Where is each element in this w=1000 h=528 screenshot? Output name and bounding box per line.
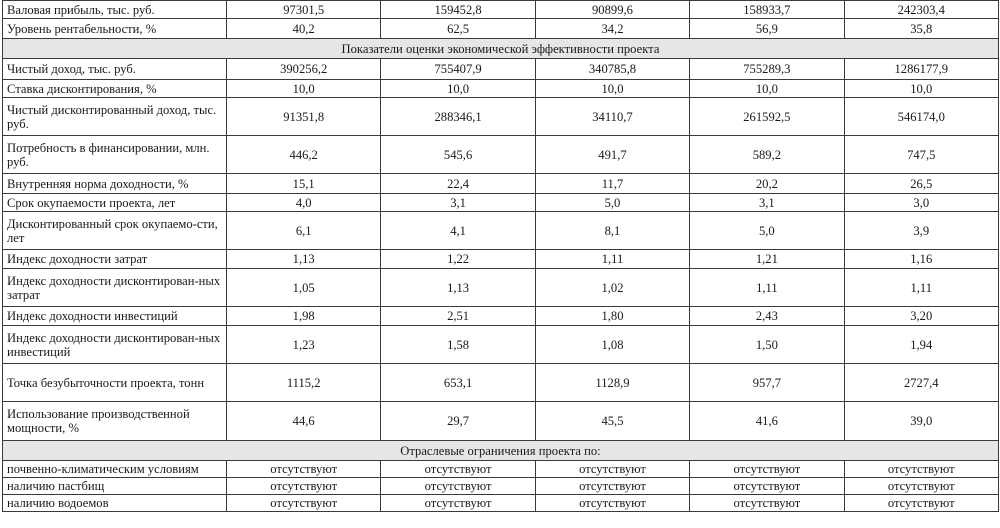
cell-value: отсутствуют bbox=[381, 478, 535, 495]
cell-value: 1,23 bbox=[227, 326, 381, 364]
cell-value: 29,7 bbox=[381, 402, 535, 441]
table-row bbox=[3, 174, 999, 194]
cell-value: 26,5 bbox=[844, 174, 998, 194]
cell-value: 6,1 bbox=[227, 212, 381, 250]
table-row bbox=[3, 136, 999, 174]
cell-value: 41,6 bbox=[690, 402, 844, 441]
table-row bbox=[3, 250, 999, 269]
table-row bbox=[3, 495, 999, 512]
cell-value: 2,51 bbox=[381, 307, 535, 326]
cell-value: 34110,7 bbox=[535, 98, 689, 136]
table-row bbox=[3, 364, 999, 402]
cell-value: 3,1 bbox=[690, 194, 844, 212]
table-row bbox=[3, 80, 999, 98]
cell-value: 40,2 bbox=[227, 19, 381, 39]
row-label: Индекс доходности дисконтирован-ных инвестиций bbox=[3, 326, 227, 364]
table-row bbox=[3, 98, 999, 136]
table-row bbox=[3, 19, 999, 39]
cell-value: 10,0 bbox=[690, 80, 844, 98]
cell-value: 10,0 bbox=[381, 80, 535, 98]
cell-value: 34,2 bbox=[535, 19, 689, 39]
cell-value: 159452,8 bbox=[381, 1, 535, 19]
cell-value: 10,0 bbox=[844, 80, 998, 98]
cell-value: 589,2 bbox=[690, 136, 844, 174]
cell-value: 5,0 bbox=[535, 194, 689, 212]
row-label: Потребность в финансировании, млн. руб. bbox=[3, 136, 227, 174]
cell-value: 11,7 bbox=[535, 174, 689, 194]
cell-value: 1,13 bbox=[227, 250, 381, 269]
cell-value: 35,8 bbox=[844, 19, 998, 39]
cell-value: 1,58 bbox=[381, 326, 535, 364]
cell-value: 1,05 bbox=[227, 269, 381, 307]
row-label: Индекс доходности затрат bbox=[3, 250, 227, 269]
cell-value: 1,02 bbox=[535, 269, 689, 307]
row-label: наличию пастбищ bbox=[3, 478, 227, 495]
table-row bbox=[3, 59, 999, 80]
cell-value: 1,98 bbox=[227, 307, 381, 326]
row-label: Чистый дисконтированный доход, тыс. руб. bbox=[3, 98, 227, 136]
cell-value: 1,11 bbox=[690, 269, 844, 307]
section-row bbox=[3, 39, 999, 59]
cell-value: 1128,9 bbox=[535, 364, 689, 402]
cell-value: 3,20 bbox=[844, 307, 998, 326]
cell-value: 1,50 bbox=[690, 326, 844, 364]
cell-value: 90899,6 bbox=[535, 1, 689, 19]
cell-value: отсутствуют bbox=[844, 461, 998, 478]
cell-value: 1115,2 bbox=[227, 364, 381, 402]
cell-value: отсутствуют bbox=[535, 495, 689, 512]
row-label: наличию водоемов bbox=[3, 495, 227, 512]
cell-value: 20,2 bbox=[690, 174, 844, 194]
cell-value: 242303,4 bbox=[844, 1, 998, 19]
row-label: Использование производственной мощности, % bbox=[3, 402, 227, 441]
cell-value: 45,5 bbox=[535, 402, 689, 441]
cell-value: 1,80 bbox=[535, 307, 689, 326]
cell-value: 4,0 bbox=[227, 194, 381, 212]
cell-value: 390256,2 bbox=[227, 59, 381, 80]
cell-value: 3,0 bbox=[844, 194, 998, 212]
cell-value: отсутствуют bbox=[690, 495, 844, 512]
section-heading-limits: Отраслевые ограничения проекта по: bbox=[3, 441, 999, 461]
cell-value: 2727,4 bbox=[844, 364, 998, 402]
table-row bbox=[3, 1, 999, 19]
indicators-table-wrapper bbox=[2, 0, 998, 512]
cell-value: 747,5 bbox=[844, 136, 998, 174]
cell-value: отсутствуют bbox=[227, 495, 381, 512]
cell-value: отсутствуют bbox=[535, 478, 689, 495]
row-label: Уровень рентабельности, % bbox=[3, 19, 227, 39]
row-label: Дисконтированный срок окупаемо-сти, лет bbox=[3, 212, 227, 250]
cell-value: отсутствуют bbox=[381, 495, 535, 512]
section-row bbox=[3, 441, 999, 461]
cell-value: 1,94 bbox=[844, 326, 998, 364]
cell-value: отсутствуют bbox=[227, 461, 381, 478]
cell-value: 1,16 bbox=[844, 250, 998, 269]
cell-value: отсутствуют bbox=[227, 478, 381, 495]
cell-value: 1,22 bbox=[381, 250, 535, 269]
table-row bbox=[3, 326, 999, 364]
table-body bbox=[3, 1, 999, 512]
cell-value: 22,4 bbox=[381, 174, 535, 194]
cell-value: 1,08 bbox=[535, 326, 689, 364]
cell-value: 755407,9 bbox=[381, 59, 535, 80]
row-label: почвенно-климатическим условиям bbox=[3, 461, 227, 478]
cell-value: 261592,5 bbox=[690, 98, 844, 136]
cell-value: 288346,1 bbox=[381, 98, 535, 136]
row-label: Чистый доход, тыс. руб. bbox=[3, 59, 227, 80]
cell-value: 91351,8 bbox=[227, 98, 381, 136]
row-label: Валовая прибыль, тыс. руб. bbox=[3, 1, 227, 19]
cell-value: 5,0 bbox=[690, 212, 844, 250]
cell-value: 545,6 bbox=[381, 136, 535, 174]
cell-value: 8,1 bbox=[535, 212, 689, 250]
row-label: Индекс доходности инвестиций bbox=[3, 307, 227, 326]
cell-value: 2,43 bbox=[690, 307, 844, 326]
table-row bbox=[3, 307, 999, 326]
row-label: Ставка дисконтирования, % bbox=[3, 80, 227, 98]
cell-value: отсутствуют bbox=[844, 478, 998, 495]
cell-value: 446,2 bbox=[227, 136, 381, 174]
cell-value: 1,13 bbox=[381, 269, 535, 307]
cell-value: 62,5 bbox=[381, 19, 535, 39]
cell-value: 97301,5 bbox=[227, 1, 381, 19]
row-label: Внутренняя норма доходности, % bbox=[3, 174, 227, 194]
cell-value: 1286177,9 bbox=[844, 59, 998, 80]
row-label: Точка безубыточности проекта, тонн bbox=[3, 364, 227, 402]
cell-value: 39,0 bbox=[844, 402, 998, 441]
project-indicators-table bbox=[2, 0, 999, 512]
row-label: Срок окупаемости проекта, лет bbox=[3, 194, 227, 212]
cell-value: отсутствуют bbox=[690, 478, 844, 495]
cell-value: отсутствуют bbox=[844, 495, 998, 512]
table-row bbox=[3, 194, 999, 212]
cell-value: отсутствуют bbox=[381, 461, 535, 478]
cell-value: 3,1 bbox=[381, 194, 535, 212]
cell-value: 340785,8 bbox=[535, 59, 689, 80]
cell-value: отсутствуют bbox=[690, 461, 844, 478]
cell-value: 3,9 bbox=[844, 212, 998, 250]
cell-value: 491,7 bbox=[535, 136, 689, 174]
table-row bbox=[3, 402, 999, 441]
cell-value: 10,0 bbox=[227, 80, 381, 98]
cell-value: 44,6 bbox=[227, 402, 381, 441]
cell-value: 158933,7 bbox=[690, 1, 844, 19]
cell-value: 653,1 bbox=[381, 364, 535, 402]
cell-value: отсутствуют bbox=[535, 461, 689, 478]
table-row bbox=[3, 212, 999, 250]
cell-value: 4,1 bbox=[381, 212, 535, 250]
cell-value: 546174,0 bbox=[844, 98, 998, 136]
cell-value: 1,21 bbox=[690, 250, 844, 269]
table-row bbox=[3, 461, 999, 478]
cell-value: 10,0 bbox=[535, 80, 689, 98]
cell-value: 1,11 bbox=[535, 250, 689, 269]
cell-value: 15,1 bbox=[227, 174, 381, 194]
cell-value: 755289,3 bbox=[690, 59, 844, 80]
table-row bbox=[3, 269, 999, 307]
section-heading-efficiency: Показатели оценки экономической эффективности проекта bbox=[3, 39, 999, 59]
cell-value: 56,9 bbox=[690, 19, 844, 39]
cell-value: 1,11 bbox=[844, 269, 998, 307]
cell-value: 957,7 bbox=[690, 364, 844, 402]
row-label: Индекс доходности дисконтирован-ных затрат bbox=[3, 269, 227, 307]
table-row bbox=[3, 478, 999, 495]
